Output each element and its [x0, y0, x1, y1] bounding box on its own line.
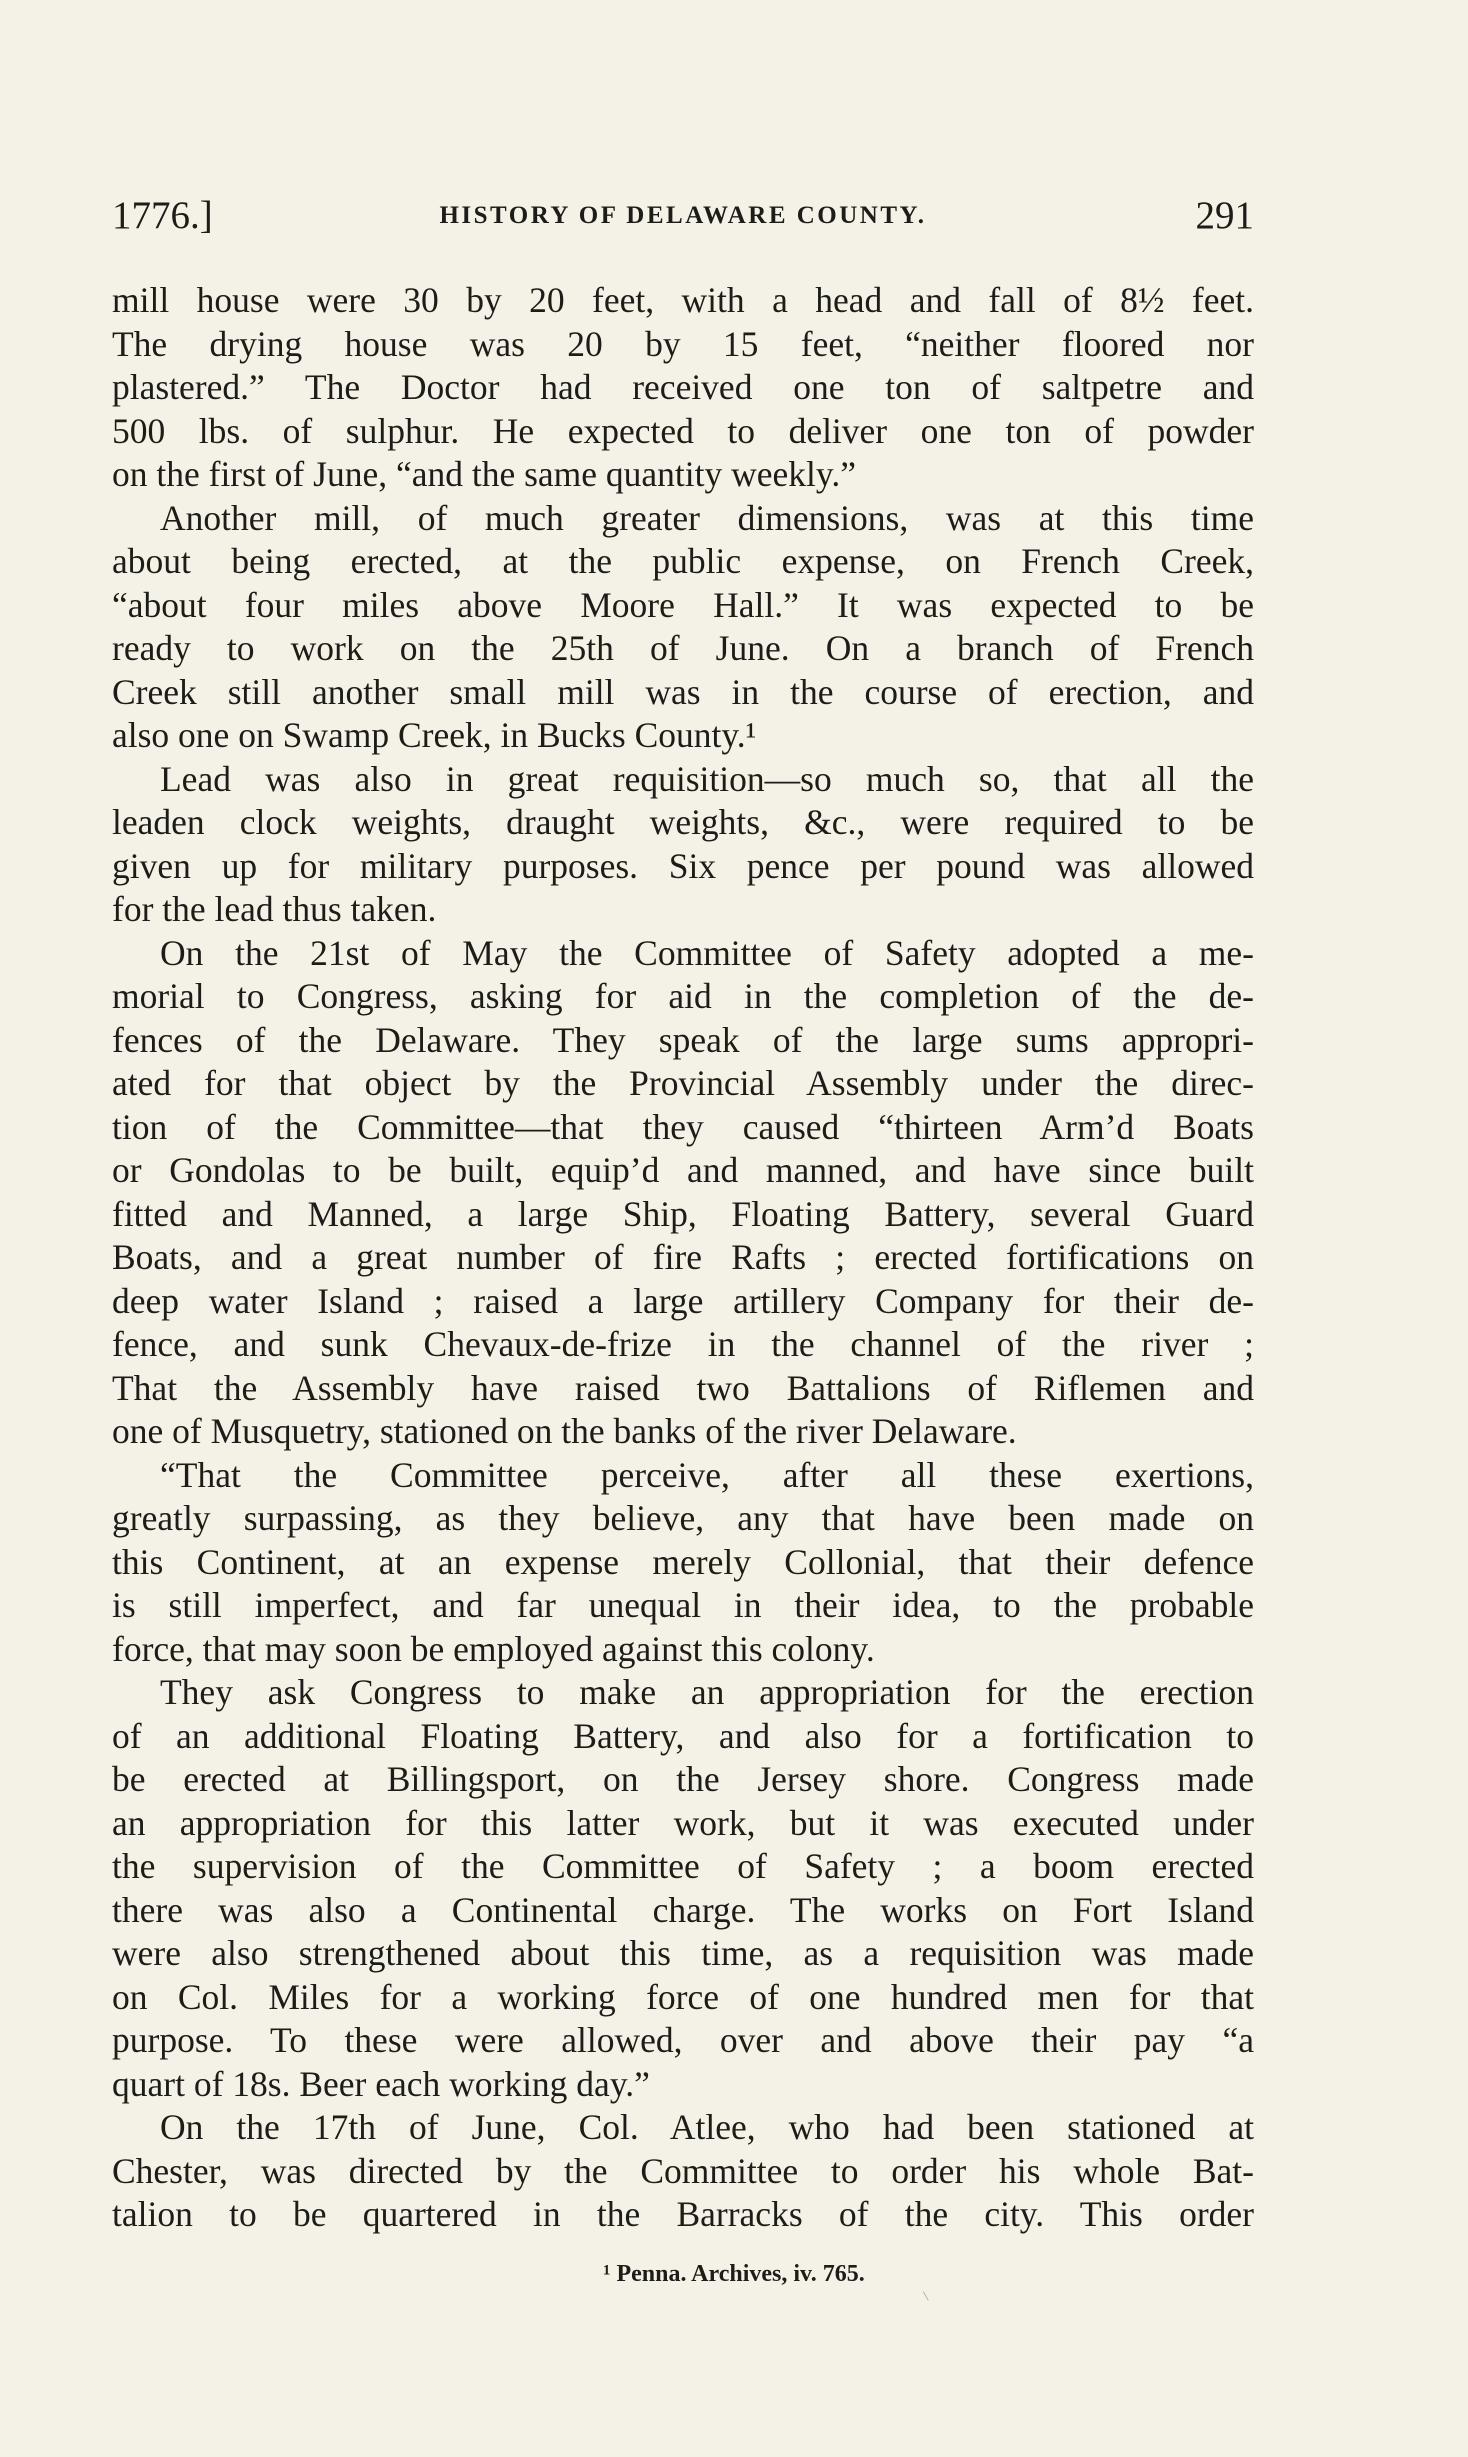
text-line: Another mill, of much greater dimensions, was at this time [160, 497, 1254, 538]
text-line: purpose. To these were allowed, over and above their pay “a [112, 2020, 1254, 2060]
text-line: one of Musquetry, stationed on the banks of the river Delaware. [112, 1411, 1017, 1451]
text-line: On the 21st of May the Committee of Safety adopted a me- [160, 932, 1254, 973]
text-line: The drying house was 20 by 15 feet, “neither floored nor [112, 323, 1254, 364]
text-line: greatly surpassing, as they believe, any that have been made on [112, 1498, 1254, 1538]
text-line: also one on Swamp Creek, in Bucks County.¹ [112, 715, 757, 755]
text-line: tion of the Committee—that they caused “thirteen Arm’d Boats [112, 1106, 1254, 1147]
text-line: Lead was also in great requisition—so much so, that all the [160, 758, 1254, 799]
text-line: That the Assembly have raised two Battalions of Riflemen and [112, 1367, 1254, 1408]
text-line: ready to work on the 25th of June. On a branch of French [112, 628, 1254, 668]
text-line: or Gondolas to be built, equip’d and manned, and have since built [112, 1150, 1254, 1190]
text-line: the supervision of the Committee of Safety ; a boom erected [112, 1846, 1254, 1886]
text-line: leaden clock weights, draught weights, &c., were required to be [112, 802, 1254, 842]
header-year: 1776.] [112, 194, 213, 237]
text-line: 500 lbs. of sulphur. He expected to deliver one ton of powder [112, 410, 1254, 451]
text-line: is still imperfect, and far unequal in their idea, to the probable [112, 1585, 1254, 1625]
text-line: force, that may soon be employed against this colony. [112, 1628, 875, 1669]
text-line: fitted and Manned, a large Ship, Floating Battery, several Guard [112, 1193, 1254, 1234]
text-line: Boats, and a great number of fire Rafts ; erected fortifications on [112, 1237, 1254, 1277]
text-line: about being erected, at the public expense, on French Creek, [112, 541, 1254, 581]
text-line: Creek still another small mill was in the course of erection, and [112, 671, 1254, 712]
text-line: for the lead thus taken. [112, 889, 437, 929]
text-line: fence, and sunk Chevaux-de-frize in the channel of the river ; [112, 1324, 1254, 1364]
text-line: this Continent, at an expense merely Collonial, that their defence [112, 1541, 1254, 1582]
text-line: were also strengthened about this time, as a requisition was made [112, 1933, 1254, 1973]
text-line: talion to be quartered in the Barracks of the city. This order [112, 2194, 1254, 2234]
header-title: HISTORY OF DELAWARE COUNTY. [439, 202, 927, 229]
text-line: on Col. Miles for a working force of one hundred men for that [112, 1976, 1254, 2017]
text-line: there was also a Continental charge. The works on Fort Island [112, 1889, 1254, 1930]
text-line: an appropriation for this latter work, but it was executed under [112, 1802, 1254, 1843]
text-line: given up for military purposes. Six pence per pound was allowed [112, 845, 1254, 886]
paper-mark [923, 2289, 932, 2300]
text-line: mill house were 30 by 20 feet, with a head and fall of 8½ feet. [112, 280, 1254, 320]
text-line: quart of 18s. Beer each working day.” [112, 2063, 650, 2104]
text-line: ated for that object by the Provincial Assembly under the direc- [112, 1063, 1254, 1103]
footnote: ¹ Penna. Archives, iv. 765. [603, 2261, 865, 2287]
text-line: morial to Congress, asking for aid in the completion of the de- [112, 976, 1254, 1016]
text-line: “That the Committee perceive, after all these exertions, [160, 1454, 1254, 1495]
text-line: on the first of June, “and the same quantity weekly.” [112, 454, 856, 494]
text-line: plastered.” The Doctor had received one ton of saltpetre and [112, 367, 1254, 407]
body-text [112, 279, 1254, 2237]
text-line: On the 17th of June, Col. Atlee, who had been stationed at [160, 2107, 1254, 2147]
text-line: be erected at Billingsport, on the Jersey shore. Congress made [112, 1759, 1254, 1799]
text-line: Chester, was directed by the Committee to order his whole Bat- [112, 2150, 1254, 2191]
text-line: of an additional Floating Battery, and also for a fortification to [112, 1715, 1254, 1756]
text-line: “about four miles above Moore Hall.” It was expected to be [112, 584, 1254, 625]
running-header [112, 190, 1254, 242]
text-line: They ask Congress to make an appropriation for the erection [160, 1672, 1254, 1712]
text-line: fences of the Delaware. They speak of the large sums appropri- [112, 1019, 1254, 1060]
page-number: 291 [1195, 194, 1254, 237]
text-line: deep water Island ; raised a large artillery Company for their de- [112, 1280, 1254, 1321]
